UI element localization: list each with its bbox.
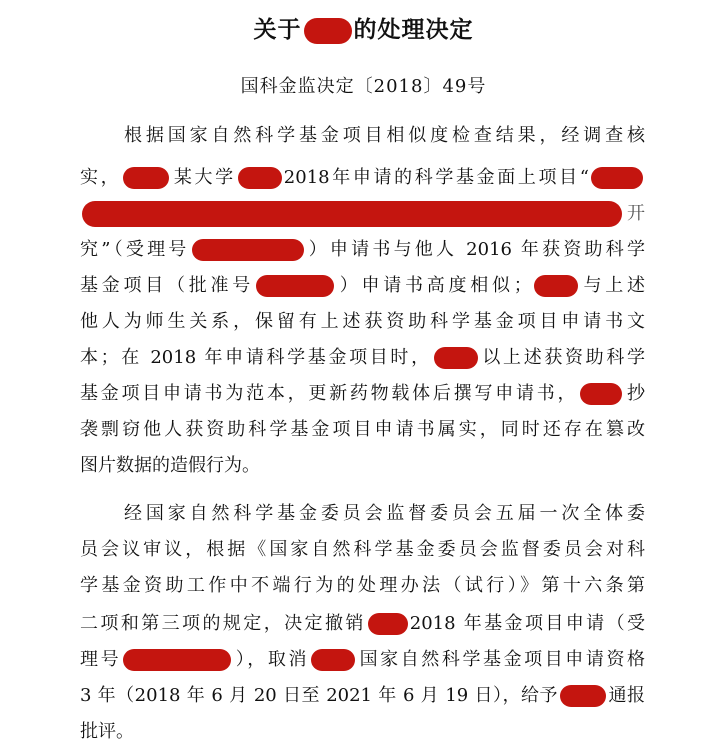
text-line: 开	[80, 196, 645, 232]
text-line: 经国家自然科学基金委员会监督委员会五届一次全体委	[124, 503, 645, 524]
text-line: 基金项目（批准号 ）申请书高度相似； 与上述	[80, 275, 645, 296]
document-title	[0, 14, 727, 46]
text-line: 员会议审议，根据《国家自然科学基金委员会监督委员会对科	[80, 539, 645, 560]
text-line: 理号 ），取消 国家自然科学基金项目申请资格	[80, 649, 645, 670]
redaction-mark	[534, 275, 578, 297]
redaction-mark	[256, 275, 334, 297]
text-line: 3 年（2018 年 6 月 20 日至 2021 年 6 月 19 日），给予 通报	[80, 685, 645, 706]
document-number: 国科金监决定〔2018〕49号	[240, 76, 487, 97]
text-line: 学基金资助工作中不端行为的处理办法（试行）》第十六条第	[80, 575, 645, 596]
redaction-mark	[123, 649, 231, 671]
redaction-mark	[311, 649, 355, 671]
text-line: 他人为师生关系，保留有上述获资助科学基金项目申请书文	[80, 311, 645, 332]
redaction-mark	[192, 239, 304, 261]
text-line: 基金项目申请书为范本，更新药物载体后撰写申请书， 抄	[80, 383, 645, 404]
redaction-mark	[560, 685, 606, 707]
text-line: 根据国家自然科学基金项目相似度检查结果，经调查核	[124, 125, 645, 146]
text-line: 实， 某大学 2018年申请的科学基金面上项目“	[80, 160, 645, 196]
redaction-mark	[304, 18, 352, 44]
redaction-mark	[434, 347, 478, 369]
text-line: 究”（受理号 ）申请书与他人 2016 年获资助科学	[80, 239, 645, 260]
title-suffix: 的处理决定	[353, 17, 474, 43]
redaction-mark	[580, 383, 622, 405]
text-line: 图片数据的造假行为。	[80, 455, 260, 476]
text-line: 本；在 2018 年申请科学基金项目时， 以上述获资助科学	[80, 347, 645, 368]
redaction-mark	[123, 167, 169, 189]
text-line: 二项和第三项的规定，决定撤销 2018 年基金项目申请（受	[80, 613, 645, 634]
redaction-mark	[238, 167, 282, 189]
redaction-mark	[82, 201, 622, 227]
redaction-mark	[368, 613, 408, 635]
redaction-mark	[591, 167, 643, 189]
text-line: 批评。	[80, 721, 134, 742]
text-line: 袭剽窃他人获资助科学基金项目申请书属实，同时还存在篡改	[80, 419, 645, 440]
title-prefix: 关于	[253, 17, 302, 43]
